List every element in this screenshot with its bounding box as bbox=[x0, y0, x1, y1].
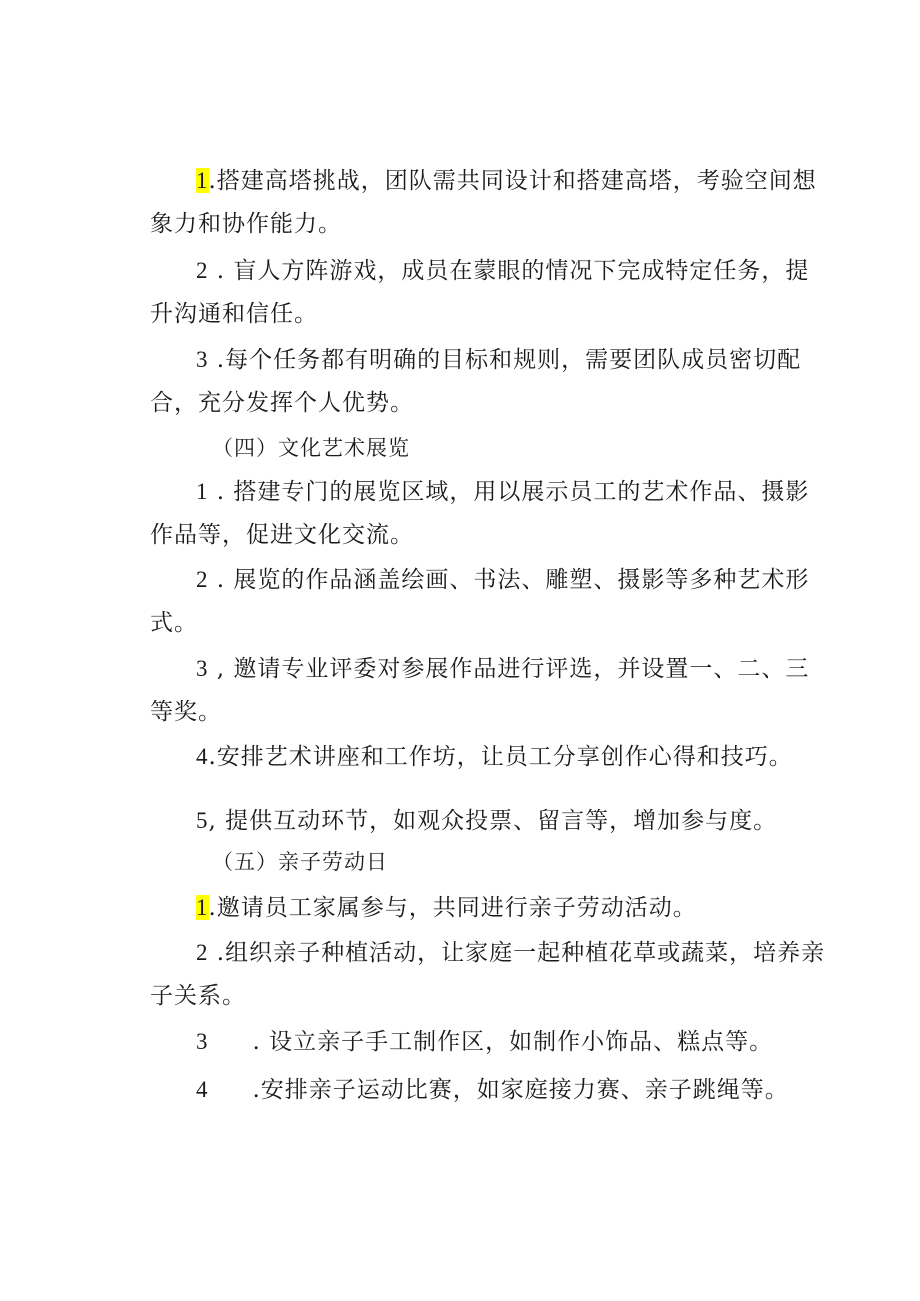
list-number: 3 bbox=[196, 347, 209, 372]
paragraph-text: .安排艺术讲座和工作坊，让员工分享创作心得和技巧。 bbox=[208, 744, 793, 770]
paragraph-text: .安排亲子运动比赛，如家庭接力赛、亲子跳绳等。 bbox=[252, 1077, 789, 1103]
paragraph-5-line-1 bbox=[196, 565, 809, 595]
paragraph-text: . 盲人方阵游戏，成员在蒙眼的情况下完成特定任务，提 bbox=[208, 258, 810, 284]
section-heading-4: （四）文化艺术展览 bbox=[212, 436, 410, 460]
list-number: 1 bbox=[196, 479, 209, 504]
paragraph-text: .组织亲子种植活动，让家庭一起种植花草或蔬菜，培养亲 bbox=[208, 940, 826, 966]
list-number-highlighted: 1 bbox=[196, 895, 209, 920]
list-number-highlighted: 1 bbox=[196, 168, 209, 193]
list-number: 4 bbox=[196, 744, 209, 769]
list-number: 2 bbox=[196, 567, 209, 592]
paragraph-text: . 搭建专门的展览区域，用以展示员工的艺术作品、摄影 bbox=[208, 479, 810, 505]
paragraph-9-line-1 bbox=[196, 893, 697, 923]
paragraph-text: . 展览的作品涵盖绘画、书法、雕塑、摄影等多种艺术形 bbox=[208, 567, 810, 593]
list-number: 2 bbox=[196, 258, 209, 283]
paragraph-3-line-2: 合，充分发挥个人优势。 bbox=[150, 390, 414, 416]
list-number: 3 bbox=[196, 656, 209, 681]
paragraph-text: .搭建高塔挑战，团队需共同设计和搭建高塔，考验空间想 bbox=[208, 168, 817, 194]
list-number: 3 bbox=[196, 1029, 209, 1054]
paragraph-text: , 邀请专业评委对参展作品进行评选，并设置一、二、三 bbox=[208, 656, 810, 682]
paragraph-2-line-2: 升沟通和信任。 bbox=[150, 301, 318, 327]
paragraph-5-line-2: 式。 bbox=[150, 610, 198, 636]
list-number: 5 bbox=[196, 808, 209, 833]
paragraph-11-line-1 bbox=[196, 1027, 773, 1057]
paragraph-1-line-1 bbox=[196, 166, 817, 196]
list-number: 4 bbox=[196, 1077, 209, 1102]
paragraph-3-line-1 bbox=[196, 345, 801, 375]
paragraph-1-line-2: 象力和协作能力。 bbox=[150, 211, 342, 237]
paragraph-10-line-2: 子关系。 bbox=[150, 983, 246, 1009]
paragraph-2-line-1 bbox=[196, 256, 809, 286]
section-heading-5: （五）亲子劳动日 bbox=[212, 850, 388, 874]
paragraph-text: .邀请员工家属参与，共同进行亲子劳动活动。 bbox=[208, 895, 697, 921]
paragraph-text: .每个任务都有明确的目标和规则，需要团队成员密切配 bbox=[208, 347, 802, 373]
list-number: 2 bbox=[196, 940, 209, 965]
paragraph-12-line-1 bbox=[196, 1075, 789, 1105]
paragraph-6-line-2: 等奖。 bbox=[150, 699, 222, 725]
paragraph-4-line-2: 作品等，促进文化交流。 bbox=[150, 522, 414, 548]
paragraph-text: , 提供互动环节，如观众投票、留言等，增加参与度。 bbox=[208, 808, 778, 834]
paragraph-10-line-1 bbox=[196, 938, 825, 968]
paragraph-text: . 设立亲子手工制作区，如制作小饰品、糕点等。 bbox=[252, 1029, 774, 1055]
paragraph-8-line-1 bbox=[196, 806, 777, 836]
paragraph-4-line-1 bbox=[196, 477, 809, 507]
paragraph-6-line-1 bbox=[196, 654, 809, 684]
paragraph-7-line-1 bbox=[196, 742, 793, 772]
